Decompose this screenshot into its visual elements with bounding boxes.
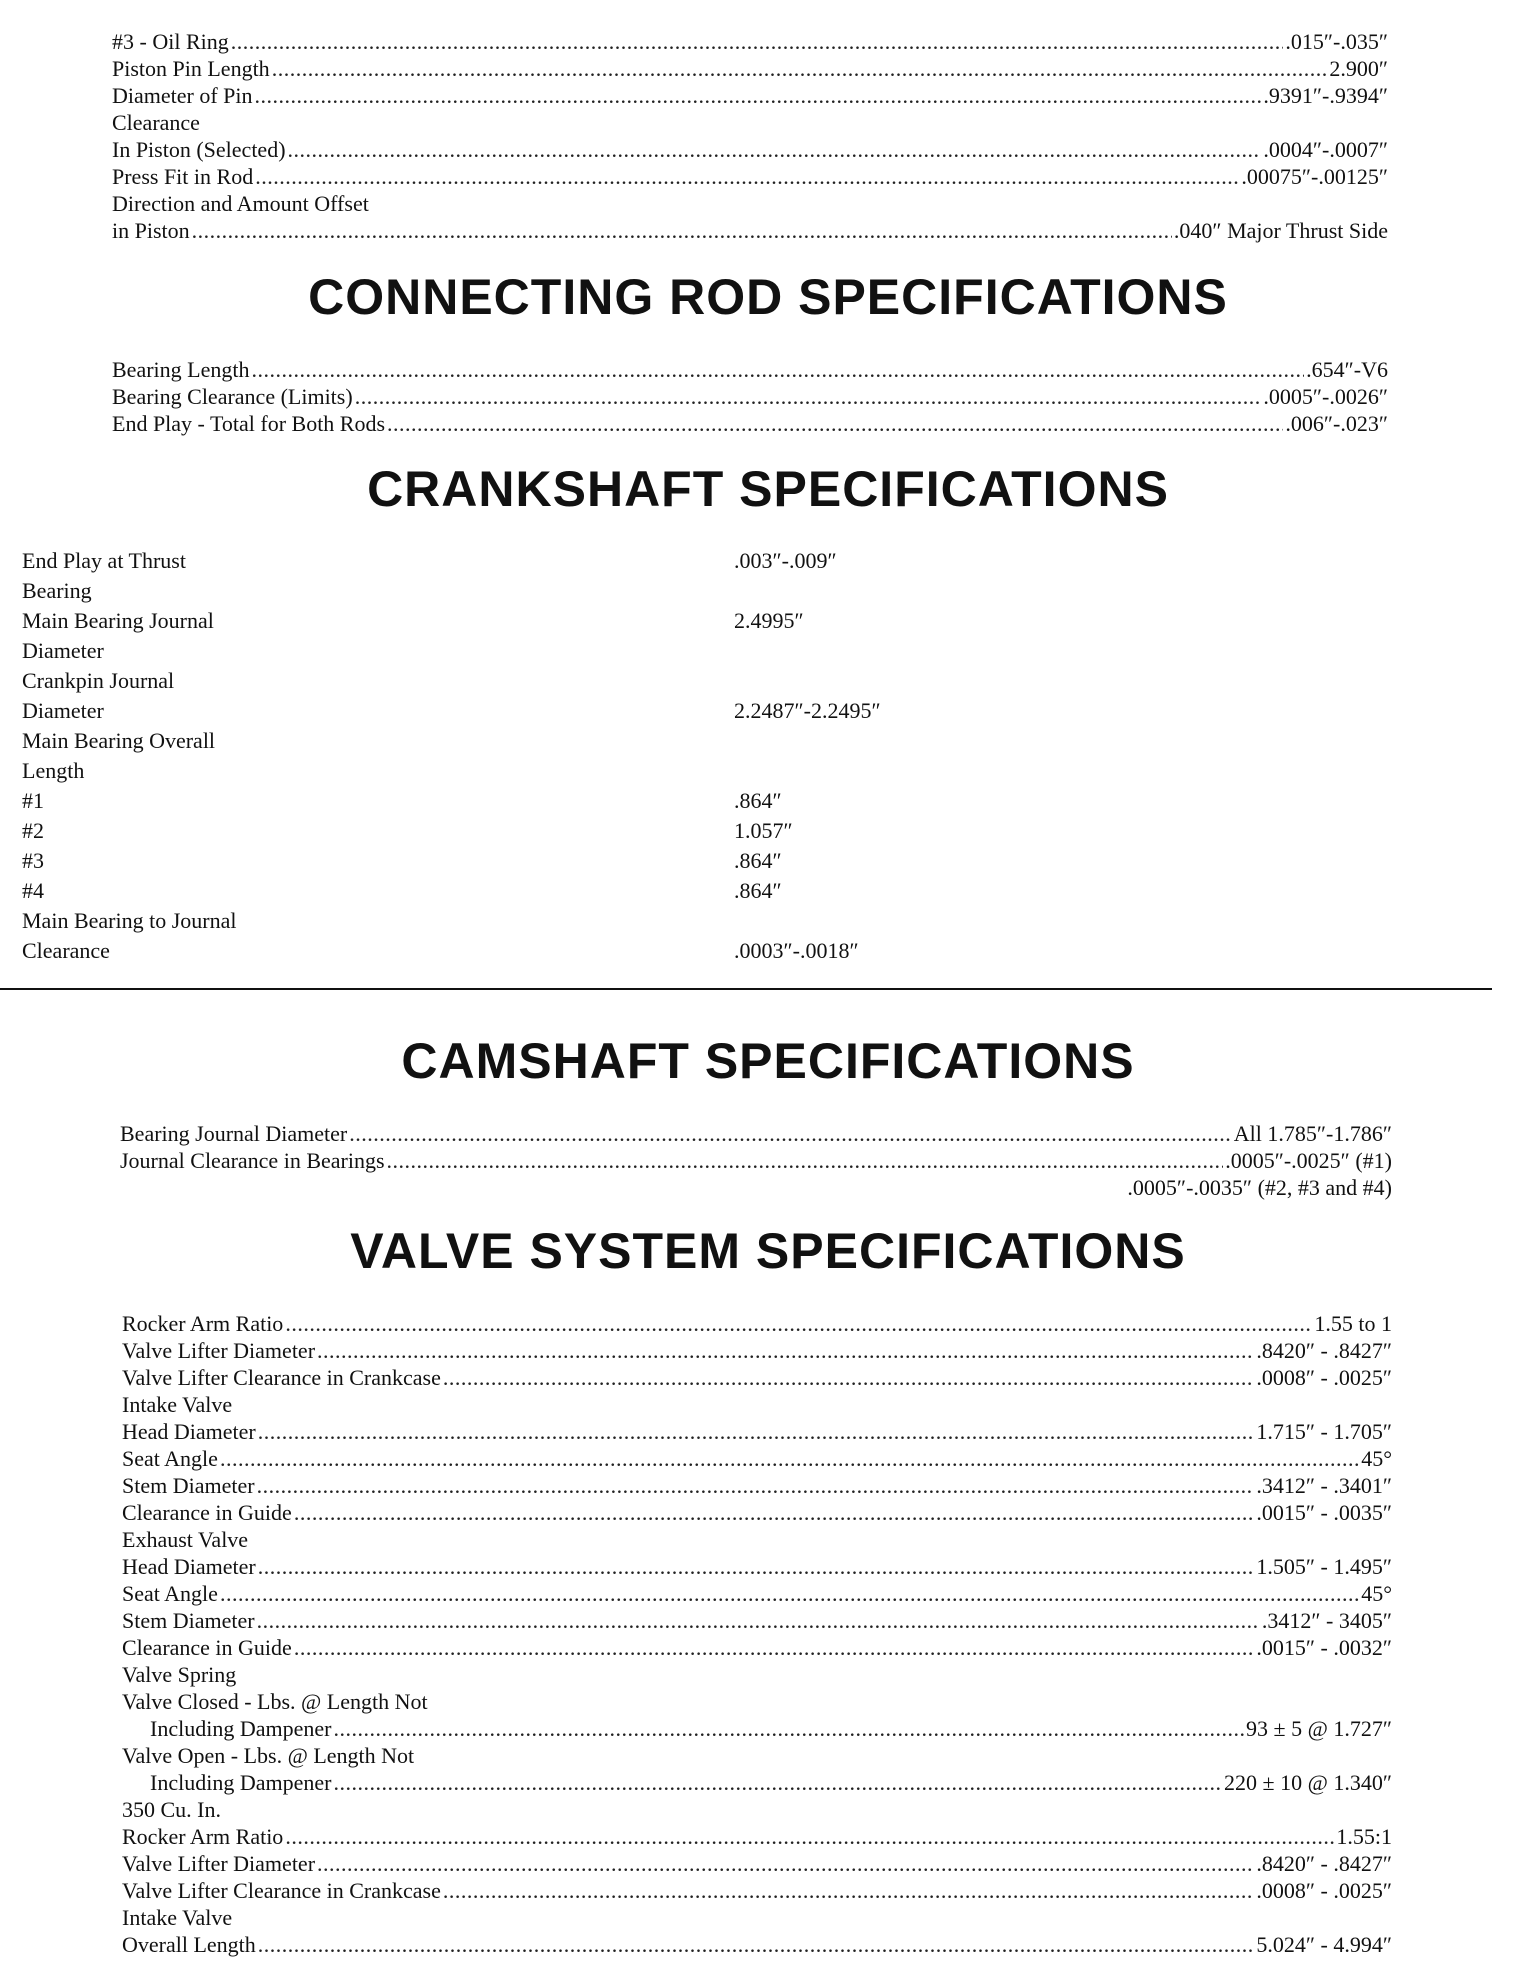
spec-row: Clearance .0003″-.0018″ bbox=[22, 938, 859, 963]
spec-row: #2 1.057″ bbox=[22, 818, 793, 843]
valve-system-specs bbox=[122, 1310, 1392, 1958]
spec-row: Including Dampener ..... 220 ± 10 @ 1.340″ bbox=[122, 1769, 1392, 1796]
spec-row: #1 .864″ bbox=[22, 788, 782, 813]
piston-specs-continued bbox=[112, 28, 1388, 244]
spec-row: Bearing bbox=[22, 578, 92, 603]
crankshaft-specs bbox=[22, 546, 1022, 966]
spec-heading: Valve Closed - Lbs. @ Length Not bbox=[122, 1689, 428, 1714]
connecting-rod-specs bbox=[112, 356, 1388, 437]
camshaft-title: CAMSHAFT SPECIFICATIONS bbox=[401, 1033, 1135, 1089]
spec-row: Diameter of Pin ..... .9391″-.9394″ bbox=[112, 82, 1388, 109]
spec-row: Main Bearing Overall bbox=[22, 728, 216, 753]
spec-row: Stem Diameter ..... .3412″ - 3405″ bbox=[122, 1607, 1392, 1634]
spec-continuation: .0005″-.0035″ (#2, #3 and #4) bbox=[1127, 1175, 1392, 1200]
spec-heading: Valve Spring bbox=[122, 1662, 237, 1687]
spec-row: Head Diameter ..... 1.715″ - 1.705″ bbox=[122, 1418, 1392, 1445]
spec-row: End Play at Thrust .003″-.009″ bbox=[22, 548, 837, 573]
spec-row: Clearance in Guide ..... .0015″ - .0032″ bbox=[122, 1634, 1392, 1661]
spec-row: Main Bearing to Journal bbox=[22, 908, 237, 933]
connecting-rod-title: CONNECTING ROD SPECIFICATIONS bbox=[308, 269, 1228, 325]
spec-row: Seat Angle ..... 45° bbox=[122, 1580, 1392, 1607]
spec-heading: Direction and Amount Offset bbox=[112, 191, 369, 216]
spec-row: #3 .864″ bbox=[22, 848, 782, 873]
spec-row: #4 .864″ bbox=[22, 878, 782, 903]
spec-row: Valve Lifter Clearance in Crankcase ..... .0008″ - .0025″ bbox=[122, 1877, 1392, 1904]
crankshaft-title: CRANKSHAFT SPECIFICATIONS bbox=[367, 461, 1169, 517]
spec-row: Overall Length ..... 5.024″ - 4.994″ bbox=[122, 1931, 1392, 1958]
spec-row: Head Diameter ..... 1.505″ - 1.495″ bbox=[122, 1553, 1392, 1580]
spec-row: Diameter bbox=[22, 638, 104, 663]
spec-row: Piston Pin Length ..... 2.900″ bbox=[112, 55, 1388, 82]
spec-row: Rocker Arm Ratio ..... 1.55:1 bbox=[122, 1823, 1392, 1850]
spec-row: End Play - Total for Both Rods ..... .006″-.023″ bbox=[112, 410, 1388, 437]
spec-row: Stem Diameter ..... .3412″ - .3401″ bbox=[122, 1472, 1392, 1499]
spec-heading: Valve Open - Lbs. @ Length Not bbox=[122, 1743, 415, 1768]
spec-heading: Intake Valve bbox=[122, 1905, 233, 1930]
spec-heading: 350 Cu. In. bbox=[122, 1797, 221, 1822]
spec-row: Bearing Length ..... .654″-V6 bbox=[112, 356, 1388, 383]
camshaft-specs bbox=[120, 1120, 1392, 1201]
spec-row: Journal Clearance in Bearings ..... .0005″-.0025″ (#1) bbox=[120, 1147, 1392, 1174]
spec-heading: Intake Valve bbox=[122, 1392, 233, 1417]
spec-row: #3 - Oil Ring ..... .015″-.035″ bbox=[112, 28, 1388, 55]
valve-system-title: VALVE SYSTEM SPECIFICATIONS bbox=[350, 1223, 1186, 1279]
spec-row: Bearing Clearance (Limits) ..... .0005″-.0026″ bbox=[112, 383, 1388, 410]
spec-row: Seat Angle ..... 45° bbox=[122, 1445, 1392, 1472]
spec-row: Diameter 2.2487″-2.2495″ bbox=[22, 698, 881, 723]
spec-row: Valve Lifter Diameter ..... .8420″ - .8427″ bbox=[122, 1337, 1392, 1364]
spec-row: Including Dampener ..... 93 ± 5 @ 1.727″ bbox=[122, 1715, 1392, 1742]
spec-row: Rocker Arm Ratio ..... 1.55 to 1 bbox=[122, 1310, 1392, 1337]
spec-row: Valve Lifter Clearance in Crankcase ..... .0008″ - .0025″ bbox=[122, 1364, 1392, 1391]
spec-row: Clearance in Guide ..... .0015″ - .0035″ bbox=[122, 1499, 1392, 1526]
spec-row: Crankpin Journal bbox=[22, 668, 175, 693]
spec-heading: Clearance bbox=[112, 110, 200, 135]
section-divider bbox=[0, 988, 1492, 990]
spec-row: In Piston (Selected) ..... .0004″-.0007″ bbox=[112, 136, 1388, 163]
spec-row: Length bbox=[22, 758, 85, 783]
spec-row: Bearing Journal Diameter ..... All 1.785″-1.786″ bbox=[120, 1120, 1392, 1147]
spec-row: Main Bearing Journal 2.4995″ bbox=[22, 608, 804, 633]
spec-heading: Exhaust Valve bbox=[122, 1527, 249, 1552]
spec-row: Valve Lifter Diameter ..... .8420″ - .8427″ bbox=[122, 1850, 1392, 1877]
spec-row: Press Fit in Rod ..... .00075″-.00125″ bbox=[112, 163, 1388, 190]
spec-row: in Piston ..... .040″ Major Thrust Side bbox=[112, 217, 1388, 244]
